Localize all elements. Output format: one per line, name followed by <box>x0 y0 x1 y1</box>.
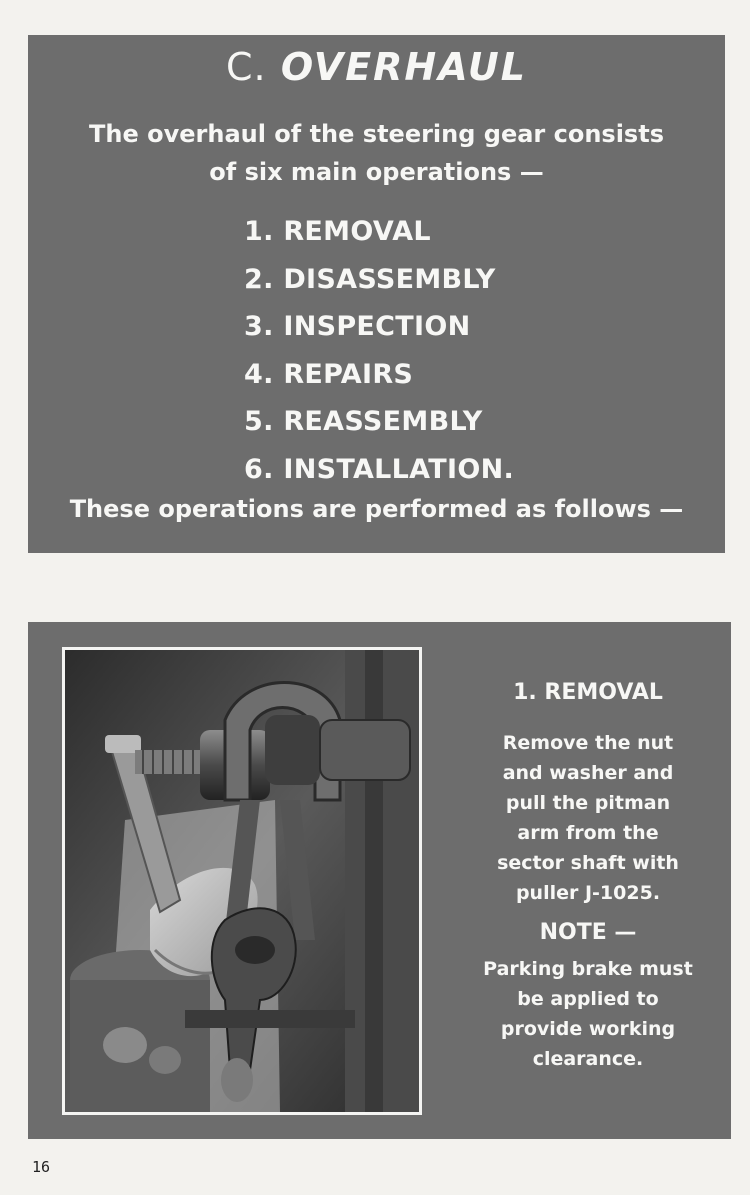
instruction-line: and washer and <box>502 762 674 784</box>
removal-panel <box>28 622 731 1139</box>
instruction-line: sector shaft with <box>497 852 679 874</box>
closing-text: These operations are performed as follows — <box>69 495 684 523</box>
operation-item: 2. DISASSEMBLY <box>244 263 496 295</box>
operation-item: 4. REPAIRS <box>244 358 414 390</box>
intro-line: of six main operations — <box>209 158 544 186</box>
removal-instructions <box>448 728 728 908</box>
operation-item: 5. REASSEMBLY <box>244 406 483 437</box>
removal-heading: 1. REMOVAL <box>513 680 663 705</box>
note-heading: NOTE — <box>539 920 637 945</box>
note-line: clearance. <box>532 1048 644 1070</box>
note-line: provide working <box>500 1018 676 1040</box>
instruction-line: Remove the nut <box>502 732 674 754</box>
title-prefix: C. <box>225 45 267 89</box>
pitman-arm-puller-photo <box>62 647 422 1115</box>
page-title <box>28 45 725 89</box>
operation-item: 6. INSTALLATION. <box>244 453 515 485</box>
title-main: OVERHAUL <box>280 45 527 89</box>
operation-item: 1. REMOVAL <box>244 216 431 247</box>
operations-list <box>244 208 514 493</box>
intro-line: The overhaul of the steering gear consists <box>89 120 664 148</box>
instruction-line: arm from the <box>517 822 659 844</box>
overhaul-panel <box>28 35 725 553</box>
instruction-line: pull the pitman <box>505 792 671 814</box>
note-line: be applied to <box>517 988 659 1010</box>
instruction-line: puller J-1025. <box>515 882 661 904</box>
photo-illustration <box>65 650 419 1112</box>
page-number: 16 <box>32 1158 51 1176</box>
note-text <box>448 954 728 1074</box>
note-line: Parking brake must <box>483 958 693 980</box>
intro-text <box>28 115 725 191</box>
operation-item: 3. INSPECTION <box>244 311 471 342</box>
